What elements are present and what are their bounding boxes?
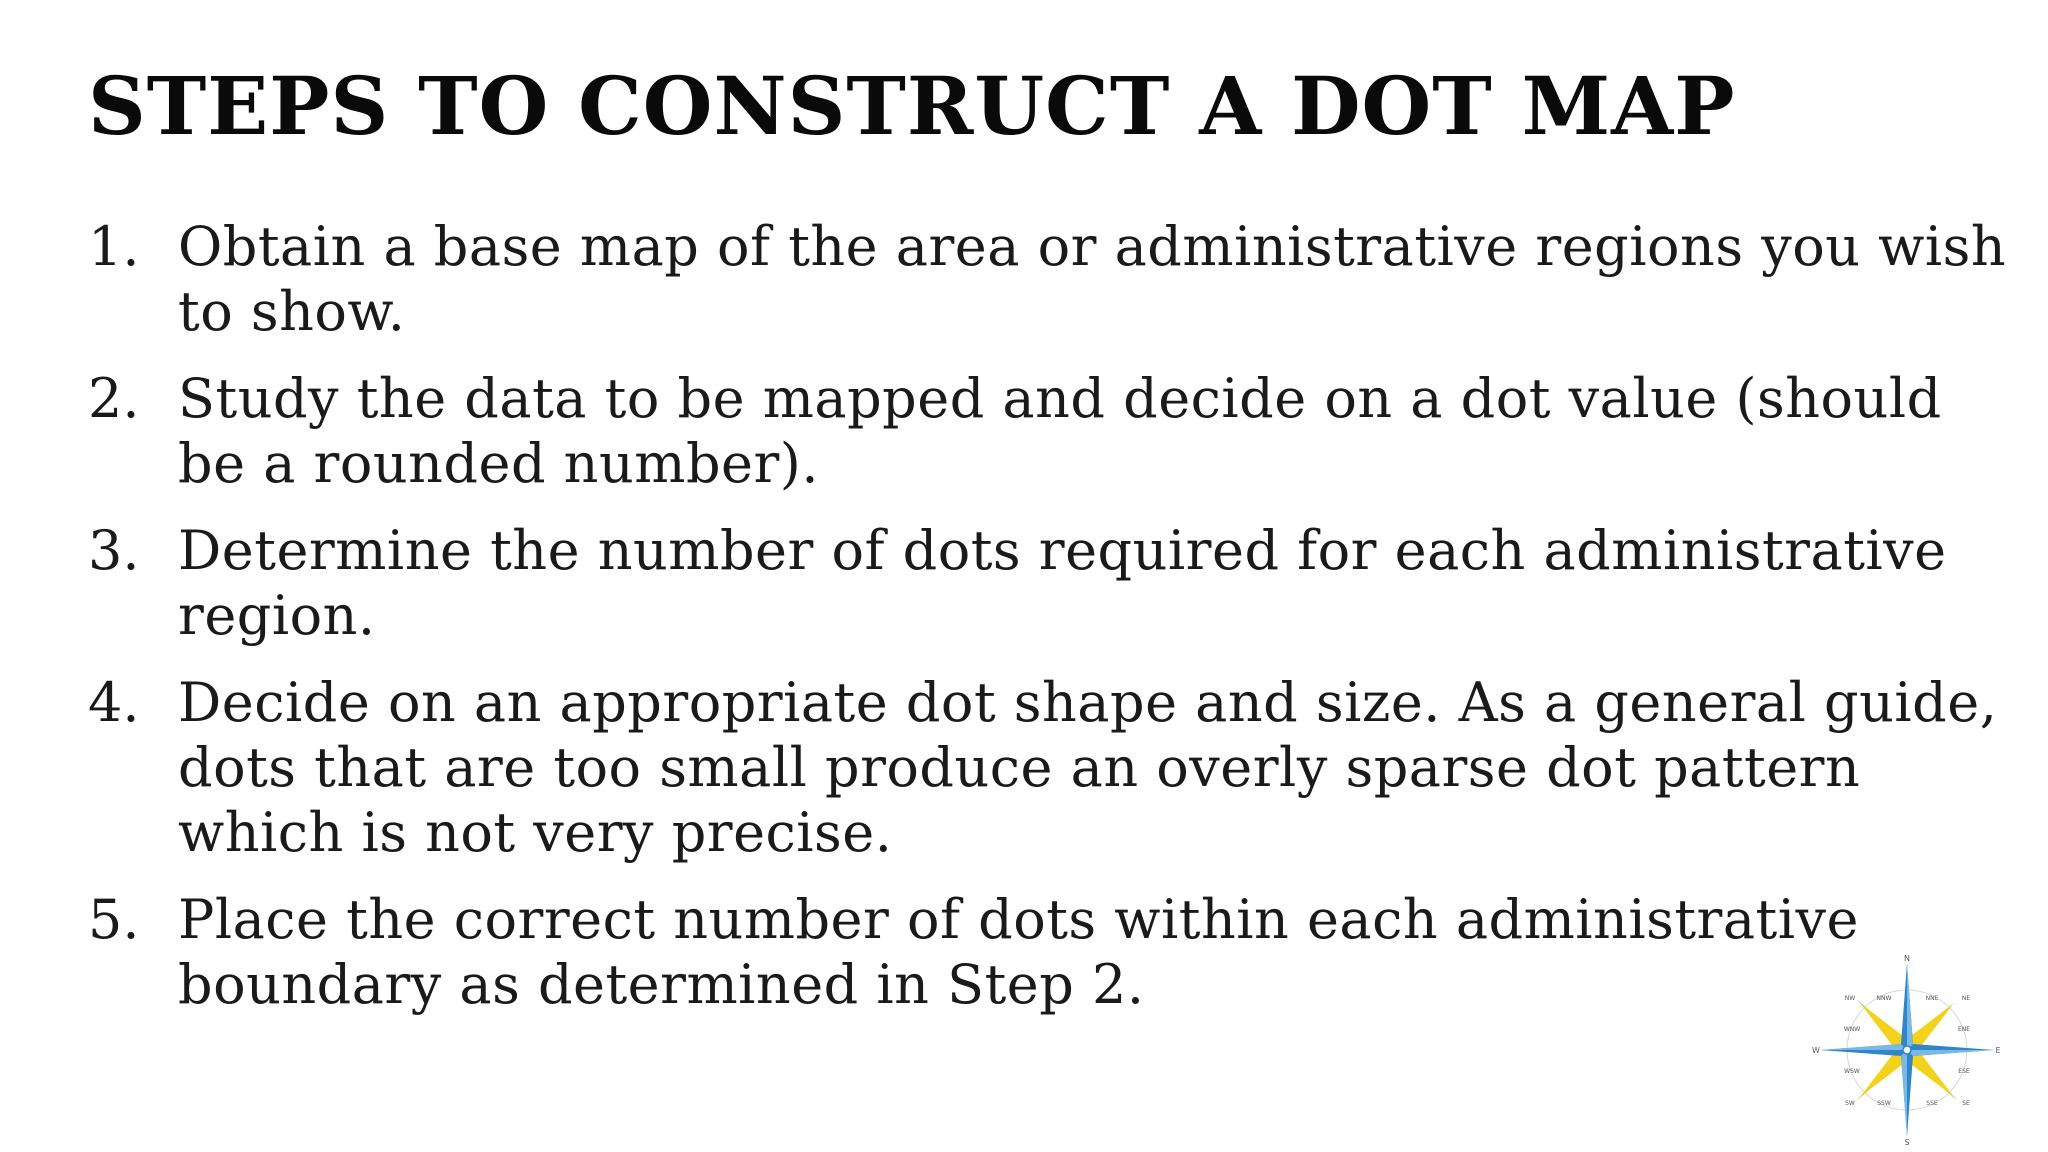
compass-label-s: S <box>1904 1138 1910 1145</box>
compass-label-ne: NE <box>1961 995 1971 1002</box>
step-item-5 <box>88 887 2008 1017</box>
step-number: 1. <box>88 215 140 278</box>
compass-label-ese: ESE <box>1958 1068 1970 1075</box>
page-title: STEPS TO CONSTRUCT A DOT MAP <box>88 59 1736 153</box>
compass-label-wsw: WSW <box>1844 1068 1860 1075</box>
steps-list <box>88 214 2008 1039</box>
step-item-4 <box>88 670 2008 865</box>
step-item-1 <box>88 214 2008 344</box>
step-number: 4. <box>88 671 140 734</box>
step-text: Decide on an appropriate dot shape and size. As a general guide, dots that are too small produce an overly sparse dot pattern which is not very precise. <box>178 671 1998 864</box>
compass-label-w: W <box>1812 1046 1820 1055</box>
compass-label-ssw: SSW <box>1877 1100 1891 1107</box>
step-item-2 <box>88 366 2008 496</box>
step-text: Obtain a base map of the area or administrative regions you wish to show. <box>178 215 2007 343</box>
step-number: 2. <box>88 367 140 430</box>
step-text: Place the correct number of dots within each administrative boundary as determined in Step 2. <box>178 888 1859 1016</box>
compass-label-se: SE <box>1962 1100 1970 1107</box>
compass-label-sse: SSE <box>1926 1100 1938 1107</box>
compass-label-nnw: NNW <box>1876 995 1892 1002</box>
compass-rose-icon <box>1812 955 2002 1145</box>
compass-label-nw: NW <box>1844 995 1856 1002</box>
compass-label-e: E <box>1995 1046 2001 1055</box>
compass-label-nne: NNE <box>1925 995 1939 1002</box>
step-number: 3. <box>88 519 140 582</box>
compass-label-sw: SW <box>1845 1100 1855 1107</box>
step-text: Study the data to be mapped and decide on a dot value (should be a rounded number). <box>178 367 1942 495</box>
compass-label-ene: ENE <box>1957 1026 1971 1033</box>
step-number: 5. <box>88 888 140 951</box>
compass-label-n: N <box>1904 955 1910 963</box>
step-item-3 <box>88 518 2008 648</box>
compass-label-wnw: WNW <box>1843 1026 1861 1033</box>
step-text: Determine the number of dots required for each administrative region. <box>178 519 1947 647</box>
